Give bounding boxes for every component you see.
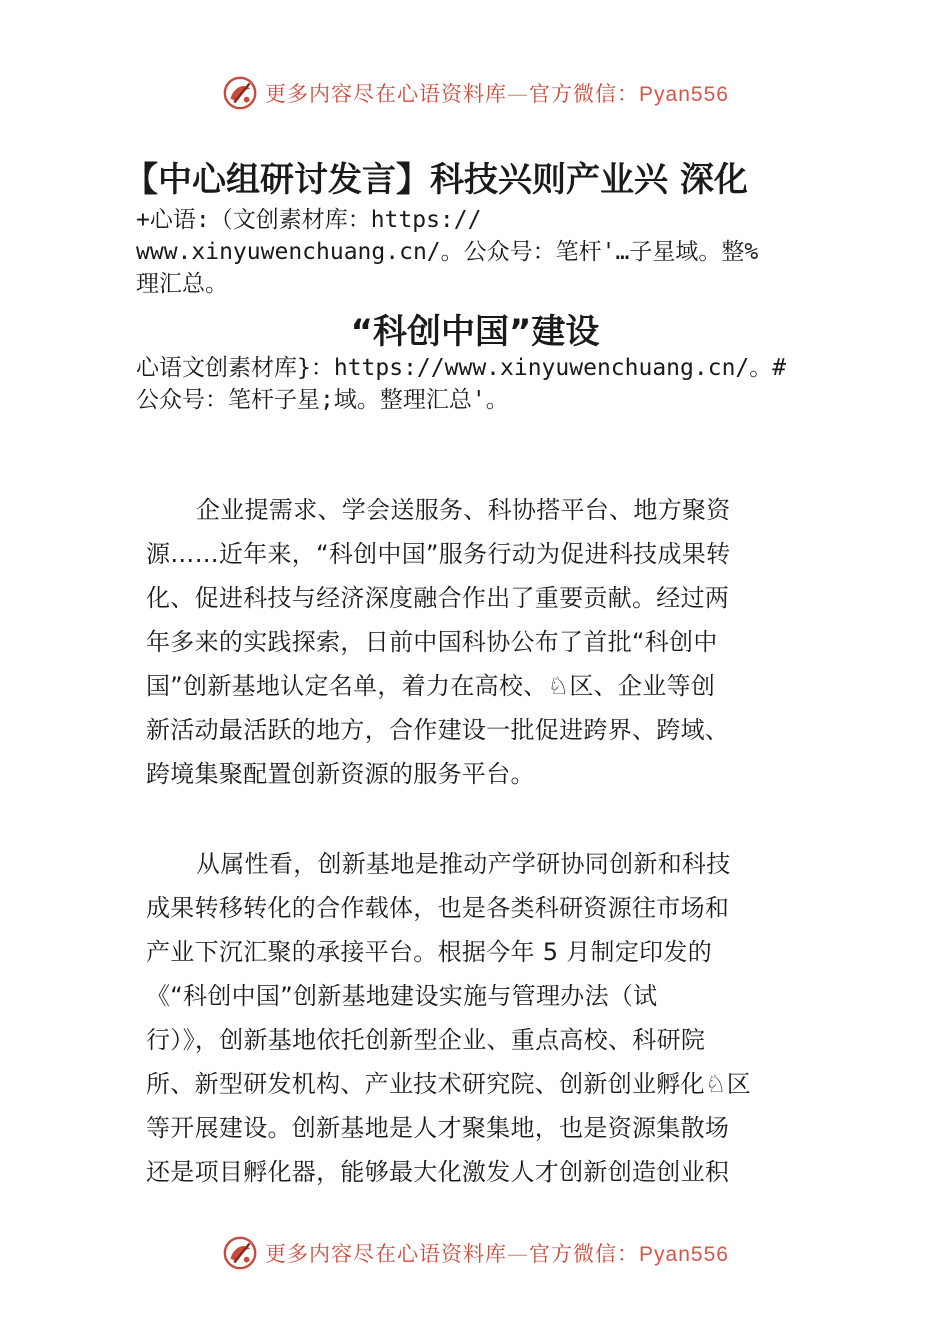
footer-watermark-banner bbox=[0, 1228, 950, 1278]
paragraph-line: 年多来的实践探索，日前中国科协公布了首批“科创中 bbox=[146, 628, 718, 656]
paragraph-line: 行）》，创新基地依托创新型企业、重点高校、科研院 bbox=[146, 1026, 706, 1054]
document-title-line1: 【中心组研讨发言】科技兴则产业兴 深化 bbox=[124, 160, 748, 200]
watermark-text: 更多内容尽在心语资料库—官方微信：Pyan556 bbox=[265, 82, 729, 106]
paragraph-line: 成果转移转化的合作载体，也是各类科研资源往市场和 bbox=[146, 894, 730, 922]
source-note-line: +心语:（文创素材库：https:// bbox=[136, 207, 482, 233]
document-title-line2: “科创中国”建设 bbox=[350, 312, 600, 352]
paragraph-line: 《“科创中国”创新基地建设实施与管理办法（试 bbox=[146, 982, 658, 1010]
paragraph-line: 所、新型研发机构、产业技术研究院、创新创业孵化♘区 bbox=[146, 1070, 752, 1098]
paragraph-line: 跨境集聚配置创新资源的服务平台。 bbox=[146, 760, 535, 788]
source-note-line: 公众号：笔杆子星;域。整理汇总'。 bbox=[136, 387, 509, 413]
paragraph-line: 新活动最活跃的地方，合作建设一批促进跨界、跨域、 bbox=[146, 716, 730, 744]
paragraph-line: 从属性看，创新基地是推动产学研协同创新和科技 bbox=[196, 850, 731, 878]
source-note-line: 心语文创素材库}：https://www.xinyuwenchuang.cn/。# bbox=[136, 355, 787, 381]
source-note-2 bbox=[136, 352, 816, 416]
body-paragraph-2 bbox=[146, 842, 806, 1194]
body-paragraph-1 bbox=[146, 488, 806, 796]
brand-logo-icon bbox=[221, 74, 259, 112]
paragraph-line: 产业下沉汇聚的承接平台。根据今年 5 月制定印发的 bbox=[146, 938, 713, 966]
paragraph-line: 化、促进科技与经济深度融合作出了重要贡献。经过两 bbox=[146, 584, 730, 612]
watermark-text: 更多内容尽在心语资料库—官方微信：Pyan556 bbox=[265, 1242, 729, 1266]
source-note-1 bbox=[136, 204, 816, 300]
source-note-line: www.xinyuwenchuang.cn/。公众号：笔杆'…子星域。整% bbox=[136, 239, 759, 265]
paragraph-line: 企业提需求、学会送服务、科协搭平台、地方聚资 bbox=[196, 496, 731, 524]
paragraph-line: 源……近年来，“科创中国”服务行动为促进科技成果转 bbox=[146, 540, 731, 568]
paragraph-line: 国”创新基地认定名单，着力在高校、♘区、企业等创 bbox=[146, 672, 716, 700]
brand-logo-icon bbox=[221, 1234, 259, 1272]
paragraph-line: 等开展建设。创新基地是人才聚集地，也是资源集散场 bbox=[146, 1114, 730, 1142]
header-watermark-banner bbox=[0, 68, 950, 118]
source-note-line: 理汇总。 bbox=[136, 271, 228, 297]
paragraph-line: 还是项目孵化器，能够最大化激发人才创新创造创业积 bbox=[146, 1158, 730, 1186]
